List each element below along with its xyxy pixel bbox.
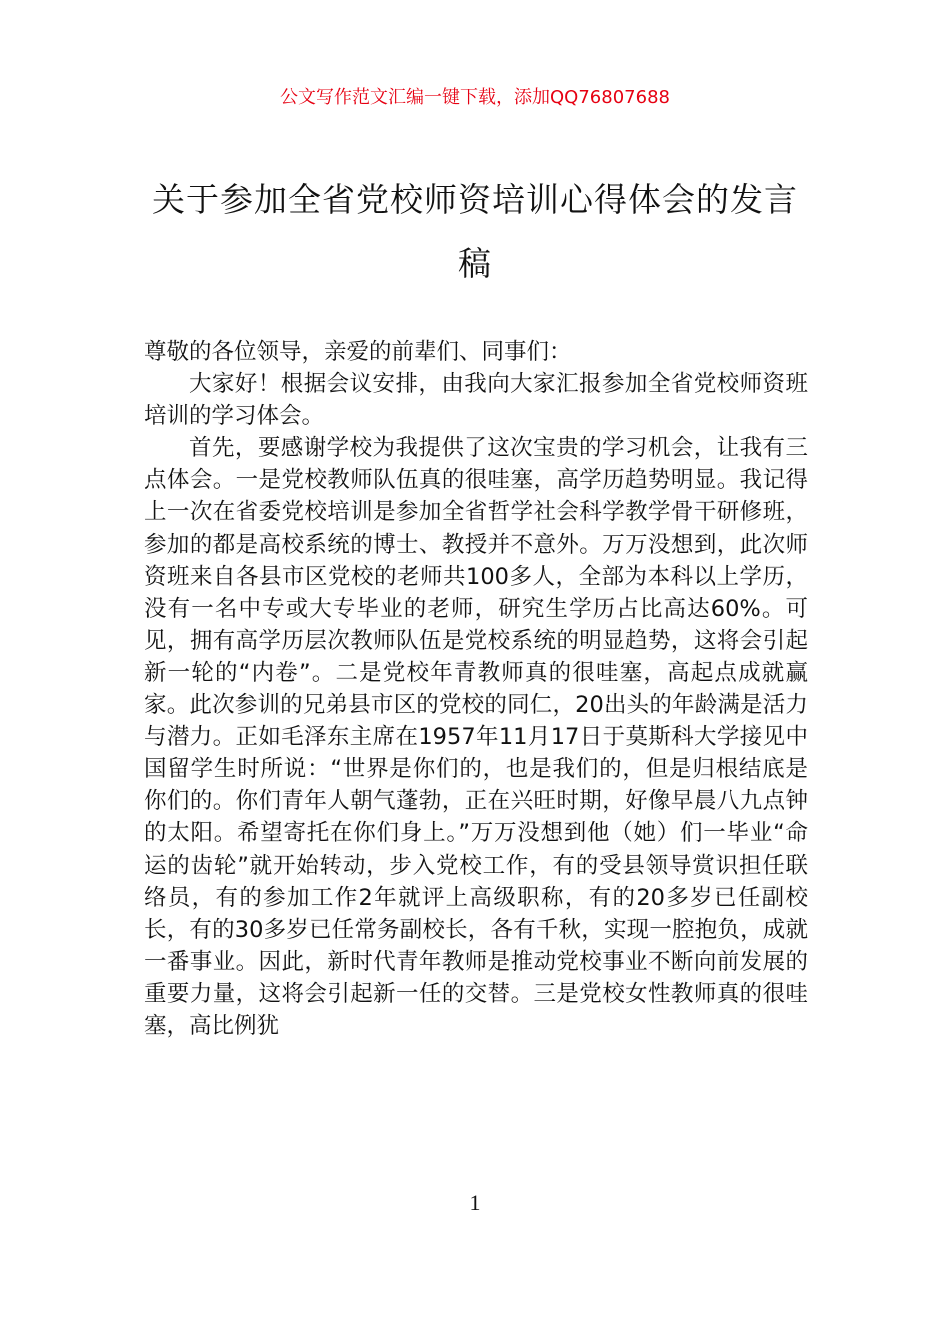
- salutation: 尊敬的各位领导，亲爱的前辈们、同事们：: [144, 339, 572, 365]
- document-title: 关于参加全省党校师资培训心得体会的发言稿: [152, 180, 798, 283]
- download-promo-note: 公文写作范文汇编一键下载，添加QQ76807688: [280, 87, 670, 108]
- page-number: 1: [469, 1190, 481, 1215]
- document-body: [144, 336, 808, 1042]
- paragraph-greeting: 大家好！根据会议安排，由我向大家汇报参加全省党校师资班培训的学习体会。: [144, 371, 808, 430]
- paragraph-reflections: 首先，要感谢学校为我提供了这次宝贵的学习机会，让我有三点体会。一是党校教师队伍真的很哇塞，高学历趋势明显。我记得上一次在省委党校培训是参加全省哲学社会科学教学骨干研修班，参加的都是高校系统的博士、教授并不意外。万万没想到，此次师资班来自各县市区党校的老师共100多人，全部为本科以上学历，没有一名中专或大专毕业的老师，研究生学历占比高达60%。可见，拥有高学历层次教师队伍是党校系统的明显趋势，这将会引起新一轮的“内卷”。二是党校年青教师真的很哇塞，高起点成就赢家。此次参训的兄弟县市区的党校的同仁，20出头的年龄满是活力与潜力。正如毛泽东主席在1957年11月17日于莫斯科大学接见中国留学生时所说：“世界是你们的，也是我们的，但是归根结底是你们的。你们青年人朝气蓬勃，正在兴旺时期，好像早晨八九点钟的太阳。希望寄托在你们身上。”万万没想到他（她）们一毕业“命运的齿轮”就开始转动，步入党校工作，有的受县领导赏识担任联络员，有的参加工作2年就评上高级职称，有的20多岁已任副校长，有的30多岁已任常务副校长，各有千秋，实现一腔抱负，成就一番事业。因此，新时代青年教师是推动党校事业不断向前发展的重要力量，这将会引起新一任的交替。三是党校女性教师真的很哇塞，高比例犹: [144, 435, 808, 1039]
